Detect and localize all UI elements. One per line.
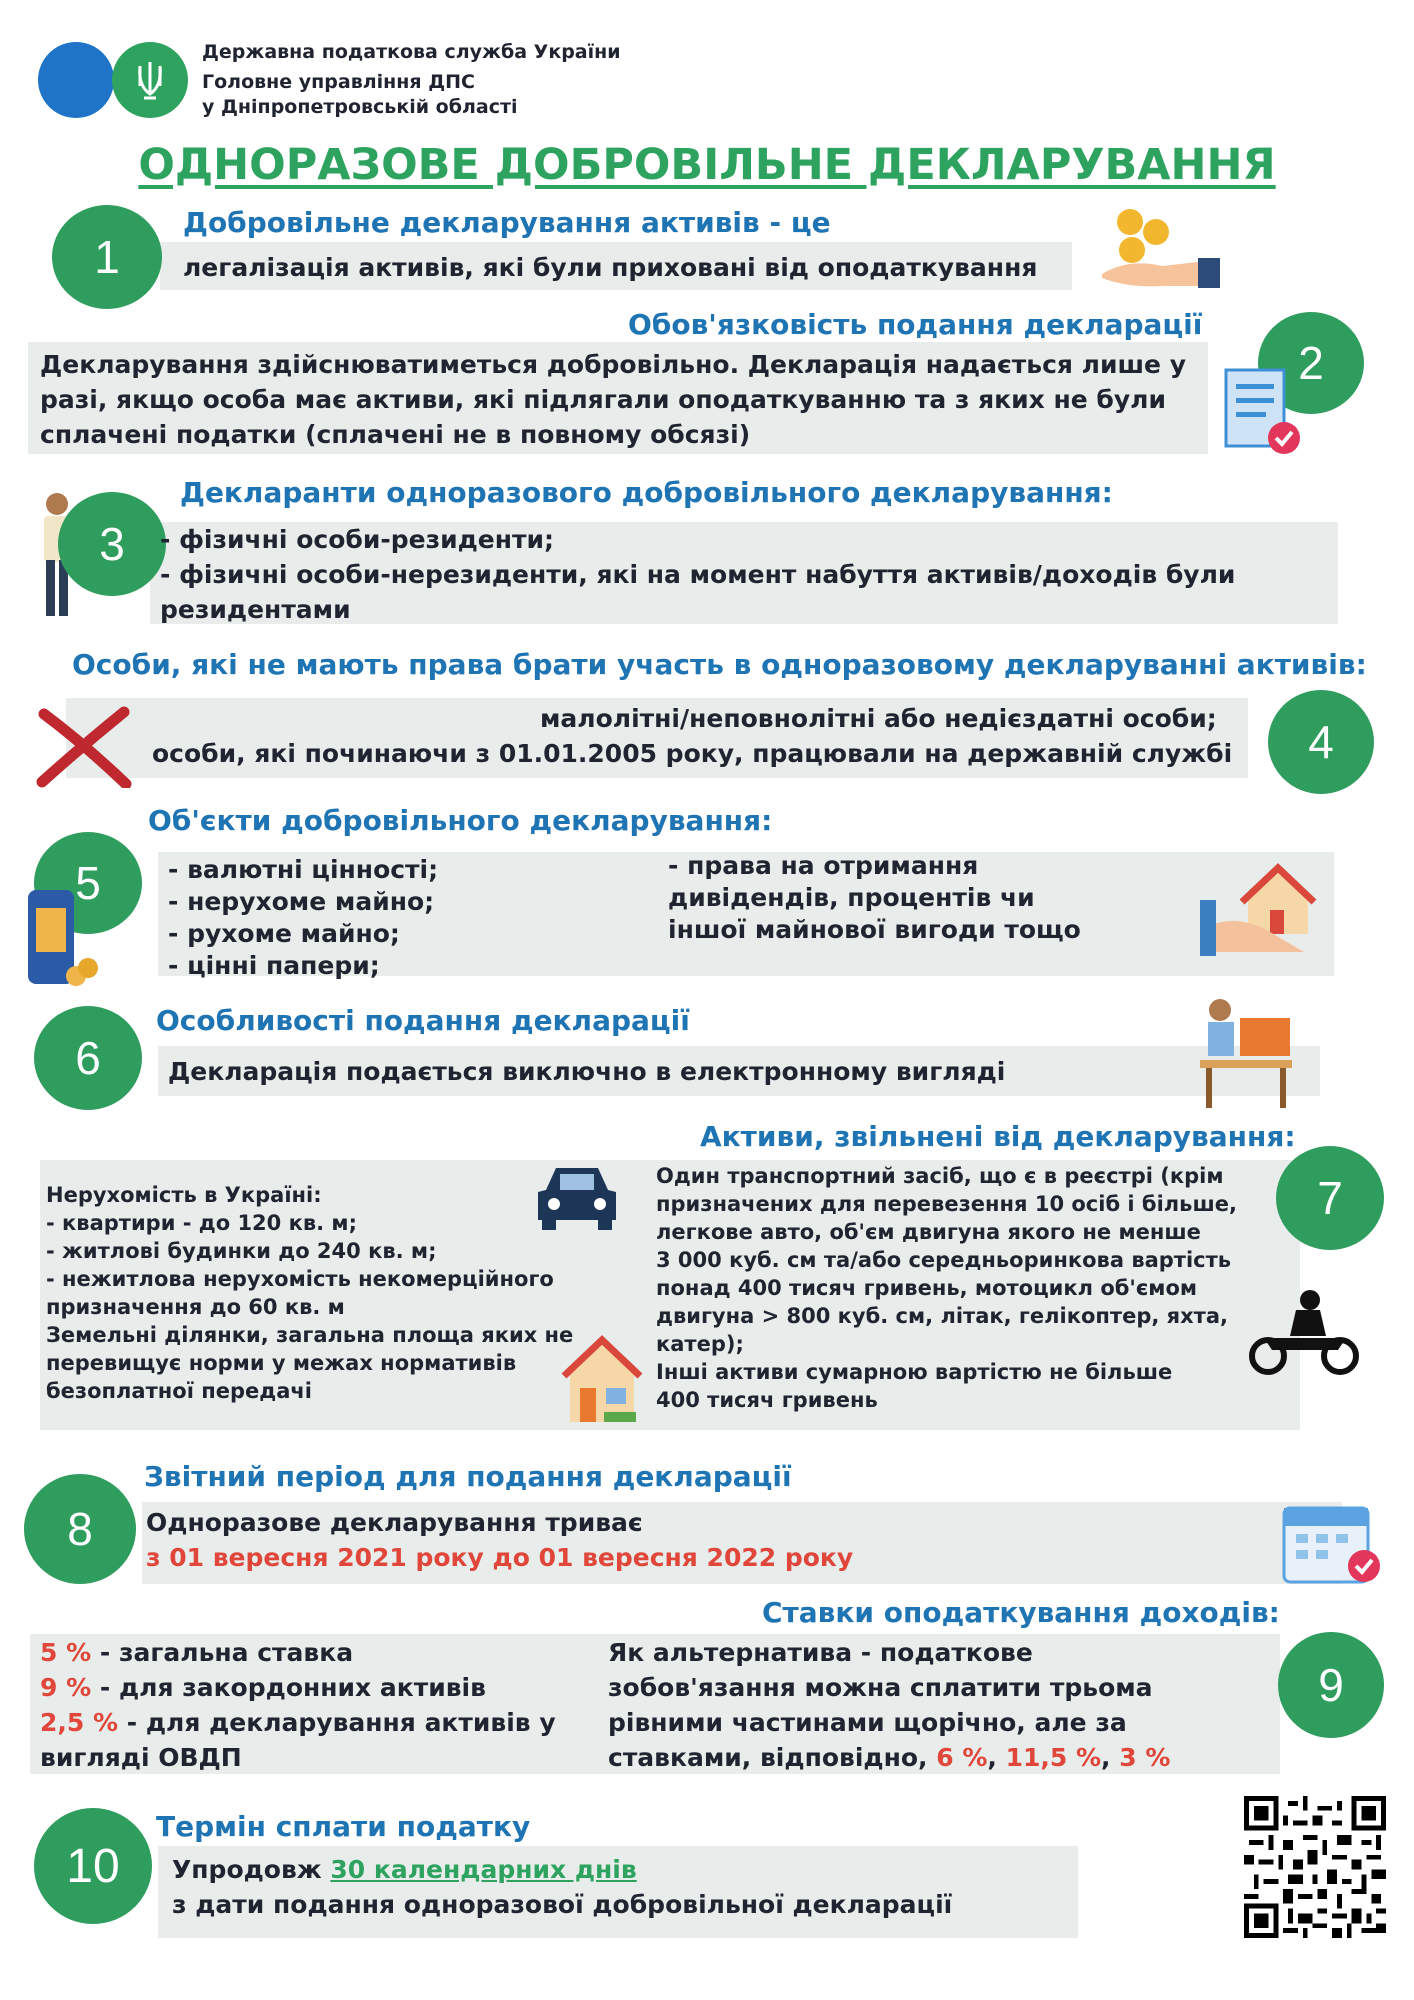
section-7-number: 7 bbox=[1276, 1146, 1384, 1250]
section-1-heading: Добровільне декларування активів - це bbox=[183, 206, 831, 239]
section-9-rate-1 bbox=[40, 1635, 353, 1670]
section-6-number: 6 bbox=[34, 1006, 142, 1110]
section-8-period: з 01 вересня 2021 року до 01 вересня 2022 року bbox=[146, 1543, 854, 1572]
section-3-heading: Декларанти одноразового добровільного декларування: bbox=[180, 476, 1113, 509]
section-8-number: 8 bbox=[24, 1474, 136, 1584]
section-7-left-8: безоплатної передачі bbox=[46, 1379, 312, 1403]
calendar-check-icon bbox=[1280, 1498, 1384, 1586]
section-10-line-2: з дати подання одноразової добровільної декларації bbox=[172, 1890, 953, 1919]
section-5-right-3: іншої майнової вигоди тощо bbox=[668, 915, 1081, 944]
trident-icon bbox=[112, 42, 188, 118]
car-icon bbox=[532, 1160, 622, 1232]
page-title: ОДНОРАЗОВЕ ДОБРОВІЛЬНЕ ДЕКЛАРУВАННЯ bbox=[138, 140, 1276, 190]
section-4-heading: Особи, які не мають права брати участь в одноразовому декларуванні активів: bbox=[72, 648, 1367, 681]
section-1-text: легалізація активів, які були приховані від оподаткування bbox=[183, 253, 1038, 282]
qr-code[interactable] bbox=[1244, 1796, 1386, 1938]
org-name-1: Державна податкова служба України bbox=[202, 41, 621, 63]
term-prefix: Упродовж bbox=[172, 1855, 331, 1884]
section-9-rate-4: вигляді ОВДП bbox=[40, 1743, 242, 1772]
section-4-number: 4 bbox=[1268, 690, 1374, 794]
term-days-link[interactable]: 30 календарних днів bbox=[330, 1855, 637, 1884]
alt-rate-2: 11,5 % bbox=[1005, 1743, 1102, 1772]
rate-desc: - загальна ставка bbox=[91, 1638, 354, 1667]
red-cross-icon bbox=[34, 706, 134, 788]
house-icon bbox=[560, 1332, 644, 1424]
section-10-number: 10 bbox=[34, 1808, 152, 1924]
section-5-left-3: - рухоме майно; bbox=[168, 919, 400, 948]
house-hand-icon bbox=[1200, 860, 1324, 958]
section-7-right-6: двигуна > 800 куб. см, літак, гелікоптер, яхта, bbox=[656, 1304, 1228, 1328]
section-2-line-3: сплачені податки (сплачені не в повному обсязі) bbox=[40, 420, 751, 449]
section-9-right-3: рівними частинами щорічно, але за bbox=[608, 1708, 1127, 1737]
section-9-right-1: Як альтернатива - податкове bbox=[608, 1638, 1033, 1667]
section-1-number: 1 bbox=[52, 205, 162, 309]
section-8-text-1: Одноразове декларування триває bbox=[146, 1508, 643, 1537]
section-9-heading: Ставки оподаткування доходів: bbox=[762, 1596, 1280, 1629]
section-5-left-4: - цінні папери; bbox=[168, 951, 380, 980]
section-5-heading: Об'єкти добровільного декларування: bbox=[148, 804, 773, 837]
section-9-rate-2 bbox=[40, 1670, 486, 1705]
section-7-left-3: - житлові будинки до 240 кв. м; bbox=[46, 1239, 437, 1263]
org-name-2: Головне управління ДПС bbox=[202, 71, 476, 93]
alt-sep-2: , bbox=[1101, 1743, 1120, 1772]
section-9-right-4 bbox=[608, 1740, 1170, 1775]
alt-rate-1: 6 % bbox=[936, 1743, 988, 1772]
section-5-right-2: дивідендів, процентів чи bbox=[668, 883, 1035, 912]
section-7-left-2: - квартири - до 120 кв. м; bbox=[46, 1211, 357, 1235]
section-2-line-2: разі, якщо особа має активи, які підлягали оподаткуванню та з яких не були bbox=[40, 385, 1167, 414]
section-2-line-1: Декларування здійснюватиметься добровільно. Декларація надається лише у bbox=[40, 350, 1186, 379]
section-5-left-1: - валютні цінності; bbox=[168, 855, 439, 884]
section-4-line-1: малолітні/неповнолітні або недієздатні особи; bbox=[540, 704, 1217, 733]
rate-desc: - для декларування активів у bbox=[118, 1708, 556, 1737]
section-5-left-2: - нерухоме майно; bbox=[168, 887, 435, 916]
alt-prefix: ставками, відповідно, bbox=[608, 1743, 937, 1772]
section-6-text: Декларація подається виключно в електронному вигляді bbox=[168, 1057, 1006, 1086]
person-computer-icon bbox=[1196, 994, 1296, 1112]
coins-hand-icon bbox=[1098, 204, 1230, 290]
section-7-right-1: Один транспортний засіб, що є в реєстрі (крім bbox=[656, 1164, 1224, 1188]
section-4-line-2: особи, які починаючи з 01.01.2005 року, працювали на державній службі bbox=[152, 739, 1233, 768]
section-7-heading: Активи, звільнені від декларування: bbox=[700, 1120, 1296, 1153]
section-7-left-5: призначення до 60 кв. м bbox=[46, 1295, 345, 1319]
motorcycle-icon bbox=[1246, 1286, 1362, 1376]
org-name-3: у Дніпропетровській області bbox=[202, 96, 518, 118]
section-7-right-8: Інші активи сумарною вартістю не більше bbox=[656, 1360, 1173, 1384]
section-2-heading: Обов'язковість подання декларації bbox=[628, 308, 1203, 341]
section-7-right-9: 400 тисяч гривень bbox=[656, 1388, 878, 1412]
section-7-left-1: Нерухомість в Україні: bbox=[46, 1183, 322, 1207]
section-10-line-1 bbox=[172, 1852, 637, 1887]
logo-blue-circle bbox=[38, 42, 114, 118]
section-9-right-2: зобов'язання можна сплатити трьома bbox=[608, 1673, 1153, 1702]
section-8-heading: Звітний період для подання декларації bbox=[144, 1460, 792, 1493]
section-7-right-3: легкове авто, об'єм двигуна якого не менше bbox=[656, 1220, 1201, 1244]
section-7-right-7: катер); bbox=[656, 1332, 744, 1356]
section-5-right-1: - права на отримання bbox=[668, 851, 979, 880]
section-7-left-7: перевищує норми у межах нормативів bbox=[46, 1351, 517, 1375]
section-7-right-4: 3 000 куб. см та/або середньоринкова вартість bbox=[656, 1248, 1232, 1272]
section-6-heading: Особливості подання декларації bbox=[156, 1004, 690, 1037]
logo-green-circle bbox=[112, 42, 188, 118]
section-3-line-3: резидентами bbox=[160, 595, 351, 624]
section-3-number: 3 bbox=[58, 492, 166, 596]
document-check-icon bbox=[1222, 366, 1306, 458]
section-2-number: 2 bbox=[1258, 312, 1364, 414]
alt-sep-1: , bbox=[987, 1743, 1006, 1772]
section-3-line-1: - фізичні особи-резиденти; bbox=[160, 525, 555, 554]
section-7-left-4: - нежитлова нерухомість некомерційного bbox=[46, 1267, 554, 1291]
rate-value: 9 % bbox=[40, 1673, 92, 1702]
section-10-heading: Термін сплати податку bbox=[156, 1810, 531, 1843]
section-7-right-2: призначених для перевезення 10 осіб і більше, bbox=[656, 1192, 1237, 1216]
rate-value: 2,5 % bbox=[40, 1708, 119, 1737]
rate-desc: - для закордонних активів bbox=[91, 1673, 486, 1702]
alt-rate-3: 3 % bbox=[1119, 1743, 1171, 1772]
section-7-right-5: понад 400 тисяч гривень, мотоцикл об'ємом bbox=[656, 1276, 1198, 1300]
phone-coins-icon bbox=[24, 886, 100, 992]
section-7-left-6: Земельні ділянки, загальна площа яких не bbox=[46, 1323, 574, 1347]
rate-value: 5 % bbox=[40, 1638, 92, 1667]
section-3-line-2: - фізичні особи-нерезиденти, які на момент набуття активів/доходів були bbox=[160, 560, 1236, 589]
section-5-number: 5 bbox=[34, 832, 142, 934]
section-9-number: 9 bbox=[1278, 1632, 1384, 1738]
section-9-rate-3 bbox=[40, 1705, 556, 1740]
